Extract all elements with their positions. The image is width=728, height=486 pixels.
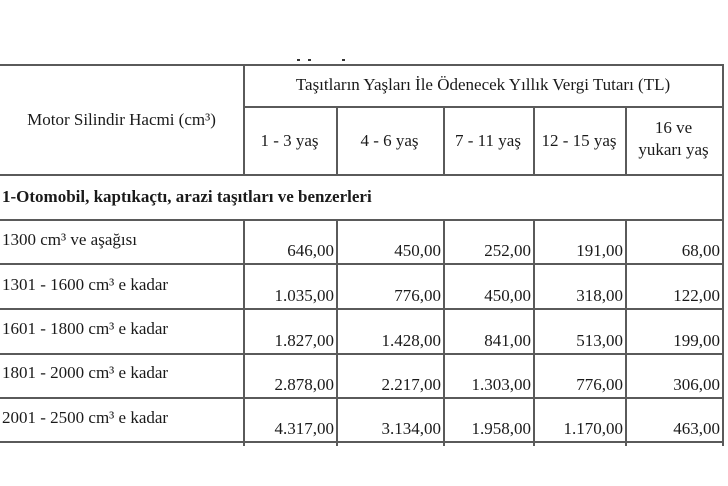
row-border xyxy=(0,353,723,355)
row-label: 2001 - 2500 cm³ e kadar xyxy=(2,408,169,427)
value-cell: 1.170,00 xyxy=(563,419,623,438)
table-border-top xyxy=(0,64,723,66)
row-label: 1301 - 1600 cm³ e kadar xyxy=(2,275,169,294)
value-cell: 122,00 xyxy=(673,286,720,305)
column-header-16-plus-line1: 16 ve xyxy=(654,118,693,137)
row-border xyxy=(0,441,723,443)
value-cell: 191,00 xyxy=(576,241,623,260)
value-cell: 1.035,00 xyxy=(274,286,334,305)
value-cell: 1.827,00 xyxy=(274,331,334,350)
header-divider xyxy=(243,106,723,108)
row-label: 1801 - 2000 cm³ e kadar xyxy=(2,363,169,382)
row-border xyxy=(0,397,723,399)
row-header-label: Motor Silindir Hacmi (cm³) xyxy=(27,110,216,129)
value-cell: 68,00 xyxy=(681,241,720,260)
value-cell: 463,00 xyxy=(673,419,720,438)
value-cell: 2.217,00 xyxy=(381,375,441,394)
value-cell: 3.134,00 xyxy=(381,419,441,438)
value-cell: 2.878,00 xyxy=(274,375,334,394)
row-label: 1601 - 1800 cm³ e kadar xyxy=(2,319,169,338)
section-title: 1-Otomobil, kaptıkaçtı, arazi taşıtları ve benzerleri xyxy=(2,187,372,206)
value-cell: 776,00 xyxy=(394,286,441,305)
scan-mark xyxy=(297,59,300,61)
value-cell: 318,00 xyxy=(576,286,623,305)
scan-mark xyxy=(308,59,311,61)
value-cell: 513,00 xyxy=(576,331,623,350)
value-cell: 4.317,00 xyxy=(274,419,334,438)
row-border xyxy=(0,263,723,265)
value-cell: 646,00 xyxy=(287,241,334,260)
table-border-right xyxy=(722,64,724,446)
column-header-4-6: 4 - 6 yaş xyxy=(360,131,419,150)
row-border xyxy=(0,308,723,310)
value-cell: 1.303,00 xyxy=(471,375,531,394)
section-bottom-border xyxy=(0,219,723,221)
value-cell: 776,00 xyxy=(576,375,623,394)
value-cell: 199,00 xyxy=(673,331,720,350)
value-cell: 450,00 xyxy=(484,286,531,305)
value-cell: 450,00 xyxy=(394,241,441,260)
row-label: 1300 cm³ ve aşağısı xyxy=(2,230,137,249)
value-cell: 252,00 xyxy=(484,241,531,260)
column-header-7-11: 7 - 11 yaş xyxy=(455,131,521,150)
value-cell: 1.958,00 xyxy=(471,419,531,438)
value-cell: 1.428,00 xyxy=(381,331,441,350)
scan-mark xyxy=(342,59,345,61)
value-cell: 306,00 xyxy=(673,375,720,394)
header-bottom-border xyxy=(0,174,723,176)
group-header: Taşıtların Yaşları İle Ödenecek Yıllık Vergi Tutarı (TL) xyxy=(295,75,671,94)
column-header-12-15: 12 - 15 yaş xyxy=(541,131,617,150)
column-header-1-3: 1 - 3 yaş xyxy=(260,131,319,150)
value-cell: 841,00 xyxy=(484,331,531,350)
column-header-16-plus-line2: yukarı yaş xyxy=(638,140,709,159)
